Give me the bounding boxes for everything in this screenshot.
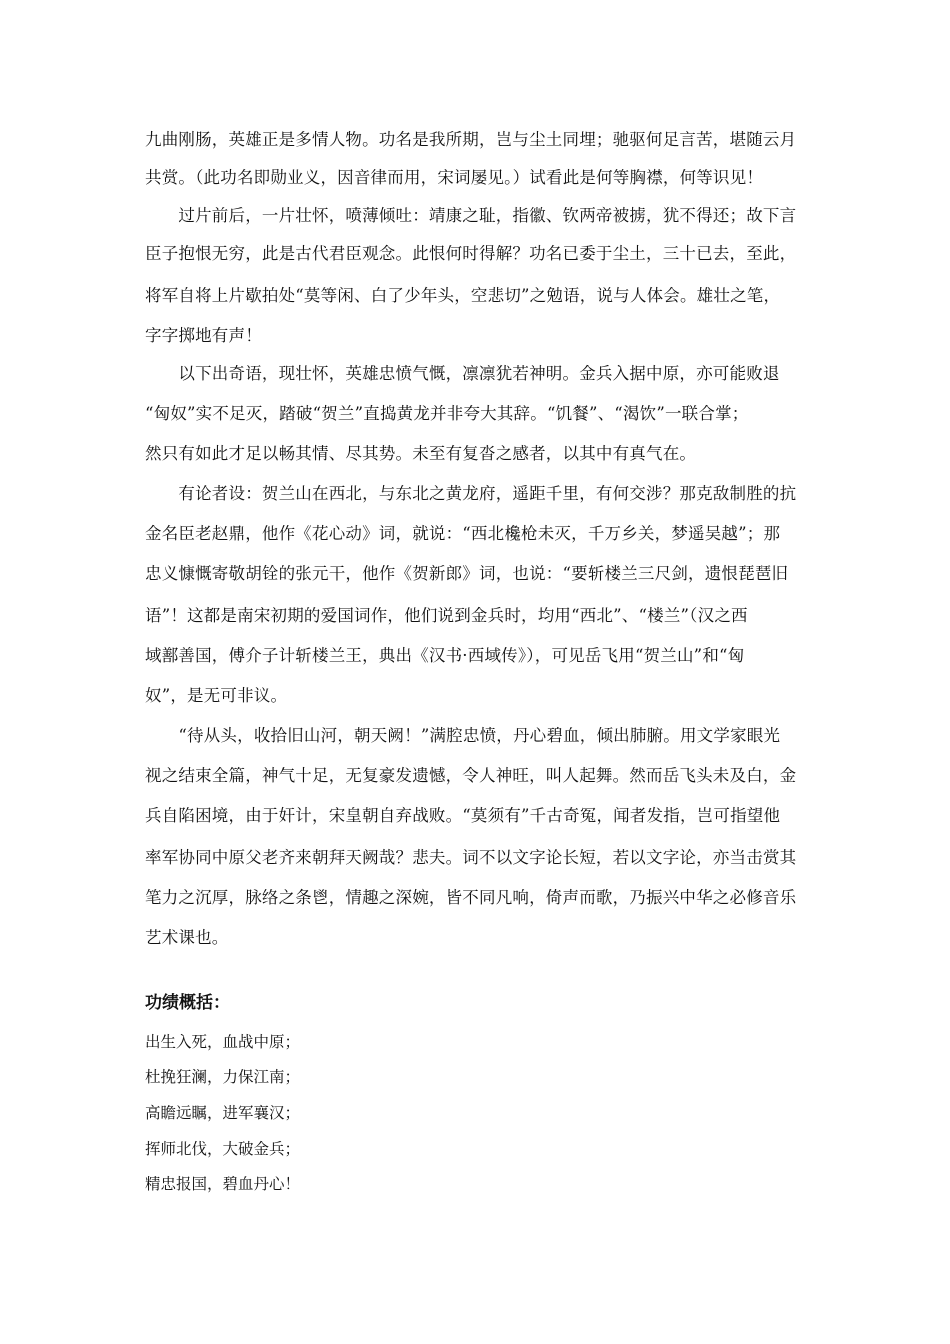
essay-line: 金名臣老赵鼎，他作《花心动》词，就说：“西北欃枪未灭，千万乡关，梦遥吴越”；那 xyxy=(145,524,781,543)
essay-line: 臣子抱恨无穷，此是古代君臣观念。此恨何时得解？功名已委于尘土，三十已去，至此， xyxy=(145,244,797,263)
essay-line: 忠义慷慨寄敬胡铨的张元干，他作《贺新郎》词，也说：“要斩楼兰三尺剑，遗恨琵琶旧 xyxy=(145,564,789,583)
achievement-item: 出生入死，血战中原； xyxy=(145,1033,301,1051)
essay-line: 视之结束全篇，神气十足，无复豪发遗憾，令人神旺，叫人起舞。然而岳飞头未及白，金 xyxy=(145,766,797,785)
essay-line: 奴”，是无可非议。 xyxy=(145,686,288,705)
essay-line: 过片前后，一片壮怀，喷薄倾吐：靖康之耻，指徽、钦两帝被掳，犹不得还；故下言 xyxy=(145,206,797,225)
essay-line: 然只有如此才足以畅其情、尽其势。未至有复沓之感者，以其中有真气在。 xyxy=(145,444,697,463)
essay-line: 九曲刚肠，英雄正是多情人物。功名是我所期，岂与尘土同埋；驰驱何足言苦，堪随云月 xyxy=(145,130,797,149)
essay-line: 将军自将上片歇拍处“莫等闲、白了少年头，空悲切”之勉语，说与人体会。雄壮之笔， xyxy=(145,286,781,305)
essay-line: 艺术课也。 xyxy=(145,928,229,947)
essay-line: 有论者设：贺兰山在西北，与东北之黄龙府，遥距千里，有何交涉？那克敌制胜的抗 xyxy=(145,484,797,503)
essay-line: 字字掷地有声！ xyxy=(145,326,262,345)
essay-line: 以下出奇语，现壮怀，英雄忠愤气慨，凛凛犹若神明。金兵入据中原，亦可能败退 xyxy=(145,364,780,383)
achievement-item: 杜挽狂澜，力保江南； xyxy=(145,1068,301,1086)
essay-line: 率军协同中原父老齐来朝拜天阙哉？悲夫。词不以文字论长短，若以文字论，亦当击赏其 xyxy=(145,848,797,867)
essay-line: “匈奴”实不足灭，踏破“贺兰”直捣黄龙并非夸大其辞。“饥餐”、“渴饮”一联合掌； xyxy=(145,404,749,423)
essay-line: “待从头，收拾旧山河，朝天阙！”满腔忠愤，丹心碧血，倾出肺腑。用文学家眼光 xyxy=(145,726,781,745)
achievement-item: 高瞻远瞩，进军襄汉； xyxy=(145,1104,301,1122)
essay-line: 兵自陷困境，由于奸计，宋皇朝自弃战败。“莫须有”千古奇冤，闻者发指，岂可指望他 xyxy=(145,806,781,825)
essay-line: 域鄯善国，傅介子计斩楼兰王，典出《汉书·西域传》），可见岳飞用“贺兰山”和“匈 xyxy=(145,646,745,665)
achievements-heading: 功绩概括： xyxy=(145,993,230,1013)
essay-line: 笔力之沉厚，脉络之条鬯，情趣之深婉，皆不同凡响，倚声而歌，乃振兴中华之必修音乐 xyxy=(145,888,797,907)
achievement-item: 精忠报国，碧血丹心！ xyxy=(145,1175,301,1193)
achievement-item: 挥师北伐，大破金兵； xyxy=(145,1140,301,1158)
essay-line: 语”！这都是南宋初期的爱国词作，他们说到金兵时，均用“西北”、“楼兰”（汉之西 xyxy=(145,606,748,625)
essay-line: 共赏。（此功名即勋业义，因音律而用，宋词屡见。）试看此是何等胸襟，何等识见！ xyxy=(145,168,764,187)
